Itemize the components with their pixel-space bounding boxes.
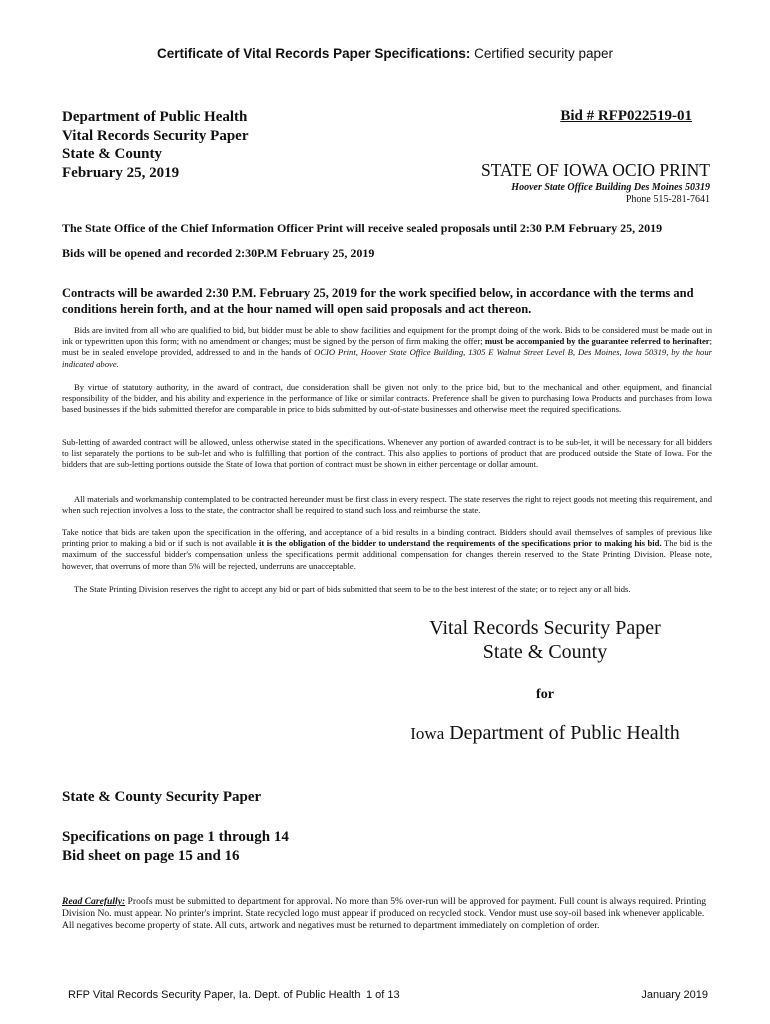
header-normal: Certified security paper xyxy=(474,46,613,61)
read-carefully-text: Proofs must be submitted to department for approval. No more than 5% over-run will be approved for payment. Full count is always required. Printing Division No. must appear. No printer's imprint. State recycled logo must appear if produced on recycled stock. Vendor must use soy-oil based ink whenever applicable. All negatives become property of state. All cuts, artwork and negatives must be returned to department immediately on completion of order. xyxy=(62,896,707,932)
title-department xyxy=(380,722,710,745)
paragraph-subletting: Sub-letting of awarded contract will be allowed, unless otherwise stated in the specifications. Whenever any portion of awarded contract is to be sub-let, it will be necessary for all bidders to list separately the portions to be sub-let and who is fulfilling that portion of the contract. This also applies to portions of product that are produced outside the State of Iowa. For the bidders that are sub-letting portions outside the State of Iowa that portion of contract must be shown in either percentage or dollar amount. xyxy=(62,437,712,470)
notice-bids-opened: Bids will be opened and recorded 2:30P.M February 25, 2019 xyxy=(62,246,375,260)
paragraph-statutory: By virtue of statutory authority, in the award of contract, due consideration shall be given not only to the price bid, but to the mechanical and other equipment, and financial responsibility of the bidder, and his ability and experience in the performance of like or similar contracts. Preference shall be given to purchasing Iowa Products and purchases from Iowa based businesses if the bids submitted therefor are comparable in price to bids submitted by out-of-state businesses and otherwise meet the required specifications. xyxy=(62,382,712,415)
ocio-phone: Phone 515-281-7641 xyxy=(625,194,710,205)
title-for: for xyxy=(536,687,554,702)
bid-sheet-pages: Bid sheet on page 15 and 16 xyxy=(62,847,240,864)
read-carefully-paragraph xyxy=(62,896,712,933)
department-block xyxy=(62,108,248,182)
department-line2: Vital Records Security Paper xyxy=(62,127,249,144)
ocio-title: STATE OF IOWA OCIO PRINT xyxy=(480,160,710,180)
title-dept: Department of Public Health xyxy=(449,722,680,744)
para1-text-c: ; must be in sealed envelope provided, addressed to and in the hands of xyxy=(62,336,713,358)
paragraph-invitation xyxy=(62,325,712,370)
security-paper-heading: State & County Security Paper xyxy=(62,789,262,805)
footer-title: RFP Vital Records Security Paper, Ia. Dept. of Public Health xyxy=(68,989,361,1001)
footer-page-number: 1 of 13 xyxy=(366,989,400,1001)
title-line2: State & County xyxy=(482,641,608,663)
title-line1: Vital Records Security Paper xyxy=(429,617,661,639)
para1-text-d: OCIO Print, Hoover State Office Building, 1305 E Walnut Street Level B, Des Moines, Iowa 50319, by the hour indicated above. xyxy=(62,347,712,369)
ocio-address: Hoover State Office Building Des Moines 50319 xyxy=(511,182,710,193)
spec-pages-line1: Specifications on page 1 through 14 xyxy=(62,829,289,845)
page-header xyxy=(0,46,770,61)
department-line3: State & County xyxy=(62,146,162,162)
spec-pages xyxy=(62,828,289,865)
title-iowa: Iowa xyxy=(410,724,445,743)
paragraph-materials: All materials and workmanship contemplated to be contracted hereunder must be first class in every respect. The state reserves the right to reject goods not meeting this requirement, and when such rejection involves a loss to the state, the contractor shall be required to stand such loss and reimburse the state. xyxy=(62,494,712,516)
footer-date: January 2019 xyxy=(641,989,708,1001)
para1-text-b: must be accompanied by the guarantee referred to herinafter xyxy=(484,336,710,347)
department-date: February 25, 2019 xyxy=(62,164,180,181)
header-bold: Certificate of Vital Records Paper Specifications: xyxy=(157,46,471,61)
para5-text-b: it is the obligation of the bidder to understand the requirements of the specifications prior to making his bid. xyxy=(259,538,662,549)
read-carefully-label: Read Carefully: xyxy=(62,896,126,907)
department-line1: Department of Public Health xyxy=(62,109,248,125)
para5-text-a: Take notice that bids are taken upon the specification in the offering, and acceptance of a bid results in a binding contract. Bidders should avail themselves of samples of previous like printing prior to making a bid or if such is not available xyxy=(62,527,712,549)
notice-proposals: The State Office of the Chief Information Officer Print will receive sealed proposals until 2:30 P.M February 25, 2019 xyxy=(62,221,663,235)
para5-text-c: The bid is the maximum of the successful bidder's compensation unless the specifications permit additional compensation for changes therein reserved to the State Printing Division. Please note, however, that overruns of more than 5% will be rejected, underruns are unacceptable. xyxy=(62,538,713,571)
paragraph-binding-contract xyxy=(62,527,712,572)
para1-text-a: Bids are invited from all who are qualified to bid, but bidder must be able to show facilities and equipment for the prompt doing of the work. Bids to be considered must be made out in ink or typewritten upon this form; with no amendment or changes; must be signed by the person of firm making the offer; xyxy=(62,325,712,347)
bid-number: Bid # RFP022519-01 xyxy=(560,108,692,124)
contracts-notice: Contracts will be awarded 2:30 P.M. February 25, 2019 for the work specified below, in accordance with the terms and conditions herein forth, and at the hour named will open said proposals and act thereon. xyxy=(62,286,694,316)
paragraph-reserve-right: The State Printing Division reserves the right to accept any bid or part of bids submitted that seem to be to the best interest of the state; or to reject any or all bids. xyxy=(74,584,631,594)
